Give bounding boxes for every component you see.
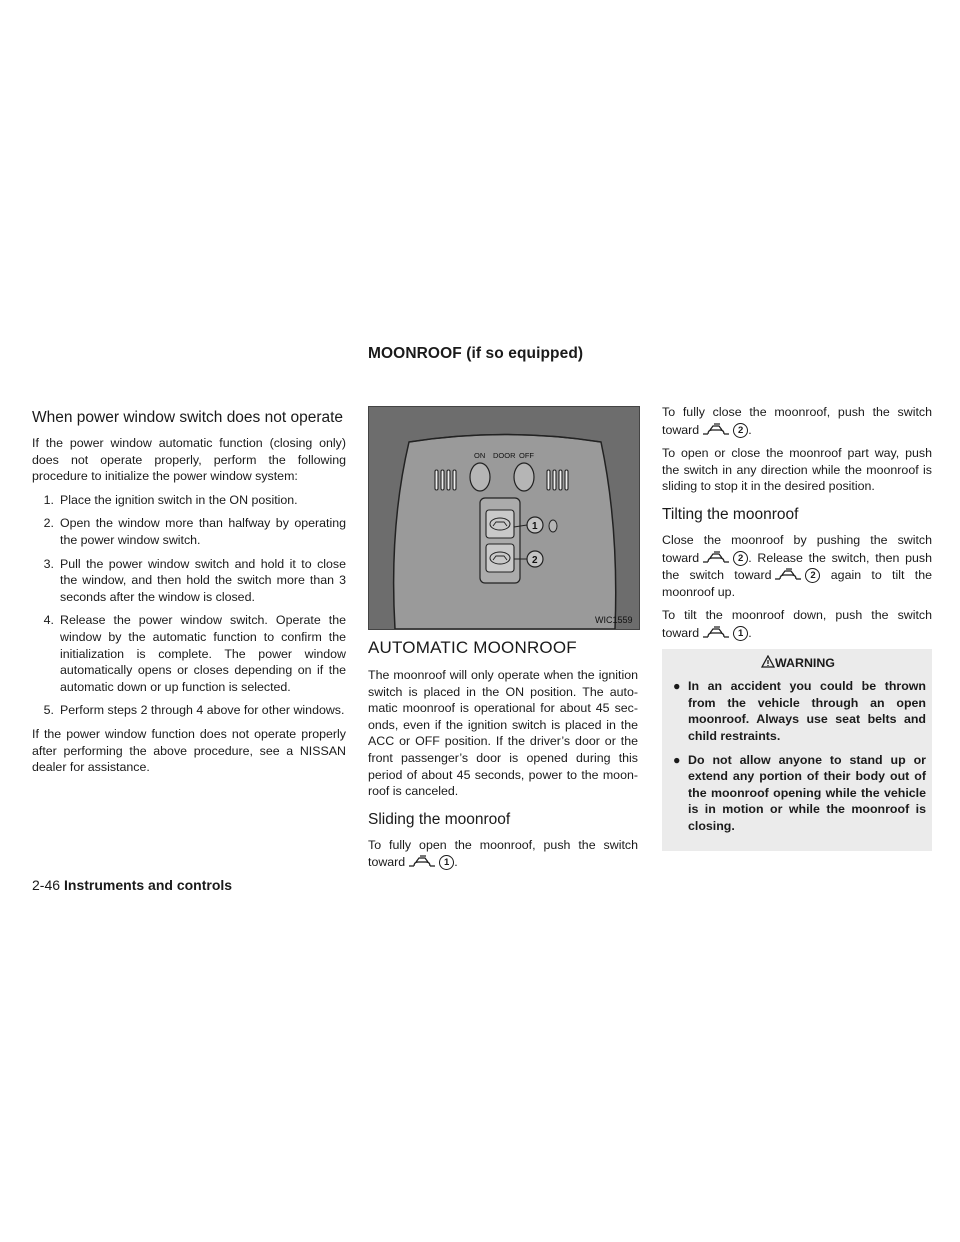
warning-icon [761, 655, 775, 668]
callout-1-icon: 1 [733, 626, 748, 641]
slide-open-text: To fully open the moonroof, push the switch toward 1 . [368, 837, 638, 870]
warning-item: ● In an accident you could be thrown from the vehicle through an open moonroof. Always use seat belts and child restraints. [673, 679, 926, 743]
callout-2-icon: 2 [733, 551, 748, 566]
tilt-down-text: To tilt the moonroof down, push the switch toward 1 . [662, 608, 932, 640]
tilt-car-icon [701, 624, 731, 640]
list-item: 2. Open the window more than halfway by operating the power window switch. [43, 516, 346, 547]
automatic-moonroof-heading: AUTOMATIC MOONROOF [368, 638, 577, 657]
section-title: MOONROOF (if so equipped) [368, 345, 584, 362]
callout-1-icon: 1 [439, 855, 454, 870]
figure-code: WIC1559 [595, 615, 633, 625]
on-label: ON [474, 451, 486, 460]
tilting-heading: Tilting the moonroof [662, 505, 799, 523]
callout-1: 1 [532, 521, 538, 532]
slide-car-icon [701, 549, 731, 565]
callout-2-icon: 2 [733, 423, 748, 438]
init-steps [32, 492, 346, 719]
power-window-outro: If the power window function does not operate properly after performing the above procedure, see a NISSAN dealer for assistance. [32, 726, 346, 775]
overhead-console-illustration [369, 407, 639, 629]
callout-2: 2 [532, 555, 538, 566]
power-window-intro: If the power window automatic function (closing only) does not operate properly, perform the following procedure to initialize the power window system: [32, 436, 346, 484]
slide-close-text: To fully close the moonroof, push the switch toward 2 . [662, 405, 932, 437]
left-column [32, 408, 346, 783]
footer-section: Instruments and controls [64, 877, 233, 893]
page-number: 2-46 [32, 877, 61, 893]
off-label: OFF [519, 451, 534, 460]
partway-text: To open or close the moonroof part way, push the switch in any direction while the moonroof is sliding to stop it in the desired position. [662, 446, 932, 494]
list-item: 1. Place the ignition switch in the ON position. [43, 492, 298, 507]
sliding-heading: Sliding the moonroof [368, 810, 511, 828]
tilt-up-text: Close the moonroof by pushing the switch toward 2 . Release the switch, then push the switch toward 2 again to tilt the moonroof up. [662, 532, 932, 599]
list-item: 4. Release the power window switch. Operate the window by the automatic function to confirm the initialization is complete. The power window automatically opens or closes depending on if the automatic down or up function is selected. [43, 613, 346, 694]
list-item: 3. Pull the power window switch and hold it to close the window, and then hold the switch more than 3 seconds after the window is closed. [43, 556, 346, 604]
warning-title: WARNING [670, 655, 926, 672]
page-footer [32, 877, 232, 893]
callout-2-icon: 2 [805, 568, 820, 583]
moonroof-switch-figure [368, 406, 640, 630]
list-item: 5. Perform steps 2 through 4 above for other windows. [43, 703, 345, 718]
tilt-car-icon [407, 853, 437, 869]
right-column [662, 404, 932, 851]
middle-column [368, 634, 638, 878]
warning-box [662, 649, 932, 852]
warning-item: ● Do not allow anyone to stand up or extend any portion of their body out of the moonroof opening while the vehicle is in motion or while the moonroof is closing. [673, 752, 926, 833]
slide-car-icon [773, 566, 803, 582]
automatic-moonroof-body: The moonroof will only operate when the ignition switch is placed in the ON position. The automatic moonroof is operational for about 45 seconds, even if the ignition switch is placed in the ACC or OFF position. If the driver’s door or the front passenger’s door is opened during this period of about 45 seconds, power to the moonroof is canceled. [368, 668, 638, 799]
slide-car-icon [701, 421, 731, 437]
door-label: DOOR [493, 451, 516, 460]
power-window-heading: When power window switch does not operate [32, 409, 344, 426]
